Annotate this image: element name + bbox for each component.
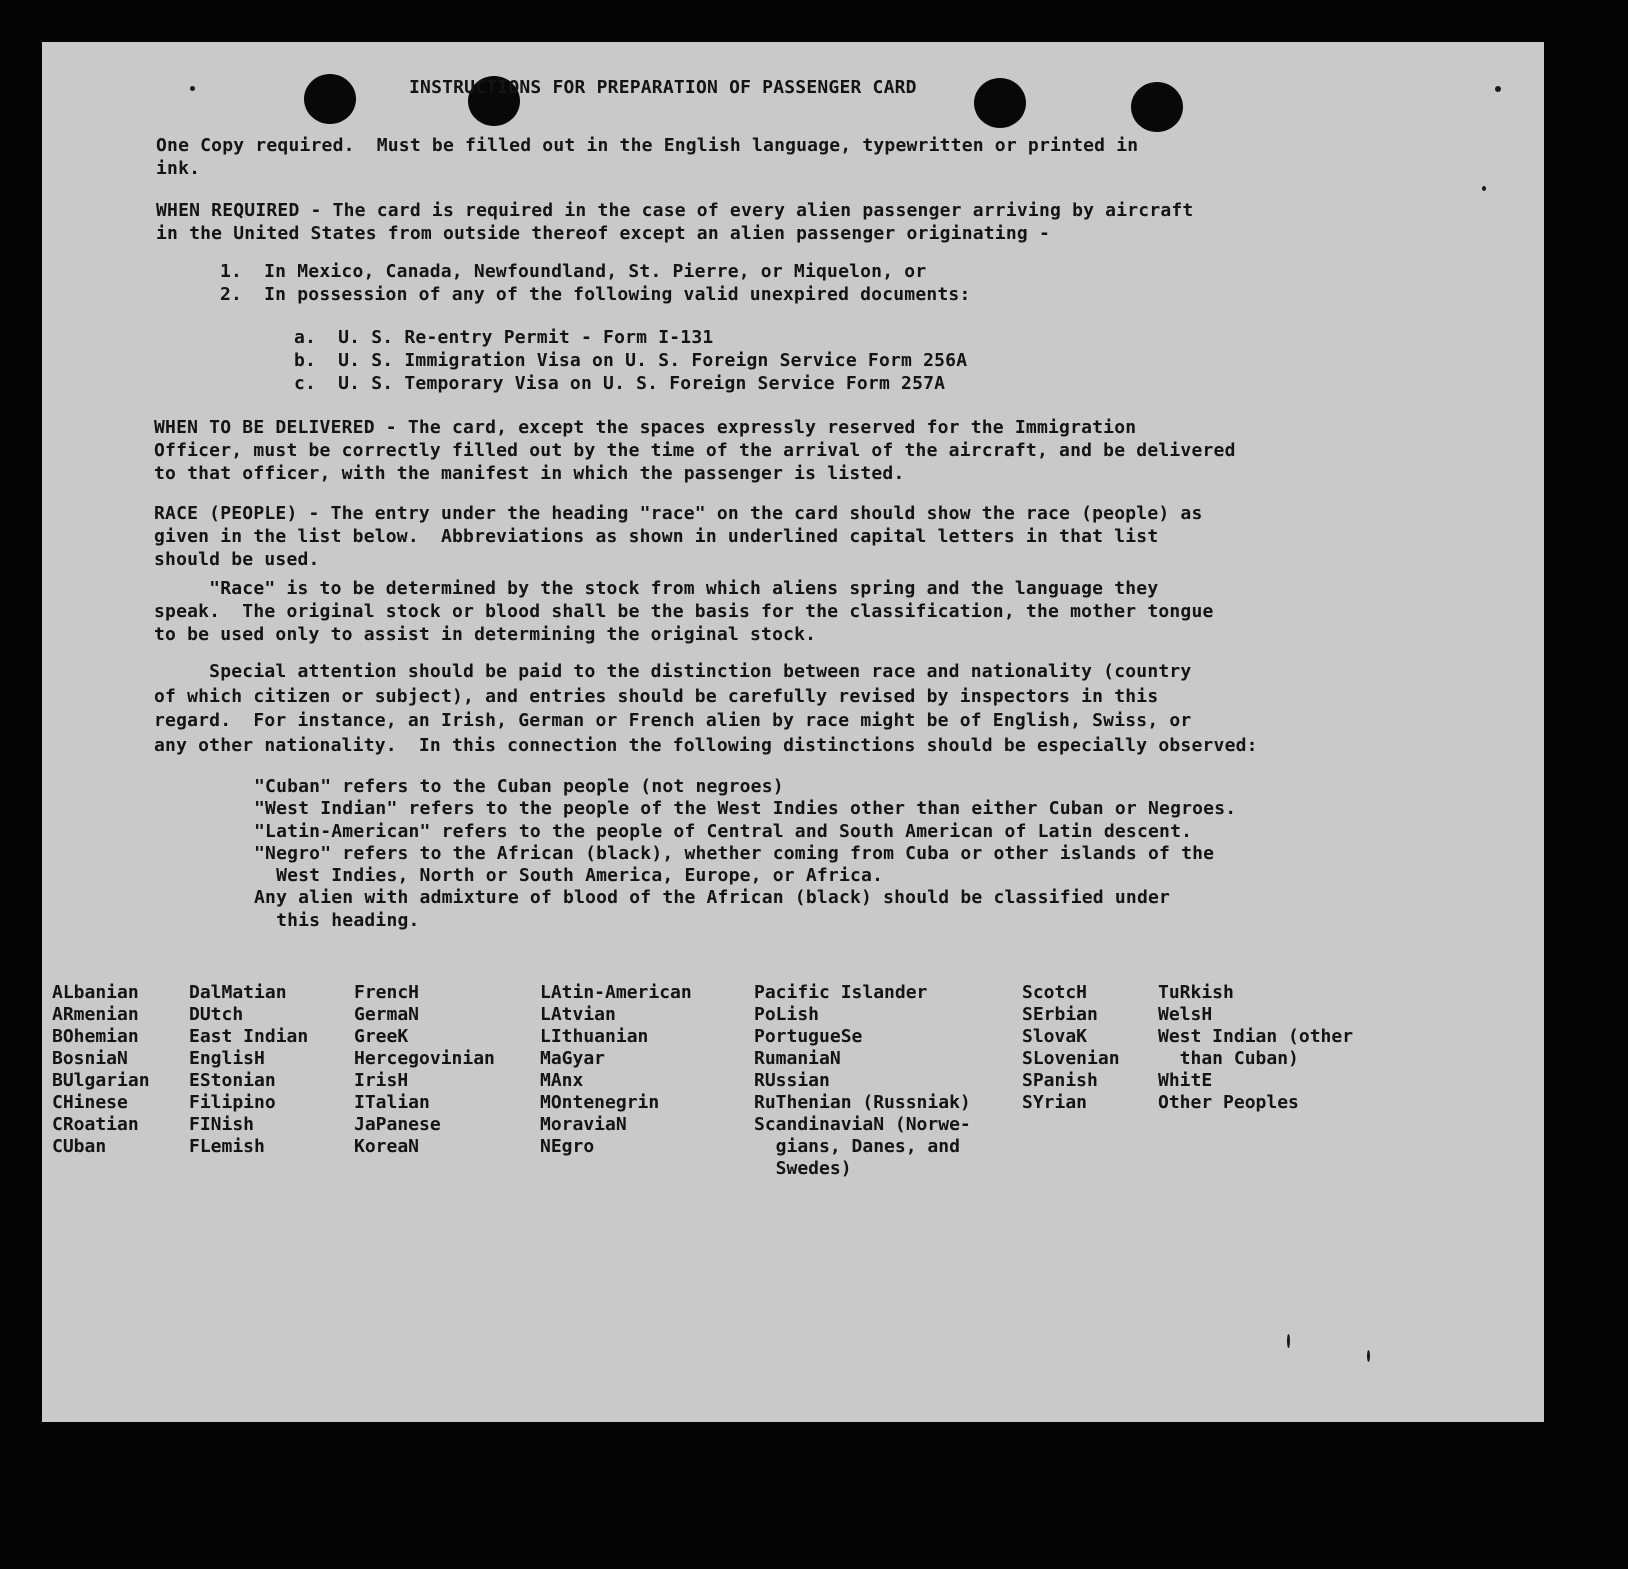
text-line: regard. For instance, an Irish, German or French alien by race might be of English, Swiss, or: [154, 710, 1192, 731]
race-entry: MaGyar: [540, 1048, 606, 1069]
race-entry: MOntenegrin: [540, 1092, 660, 1113]
race-entry: SErbian: [1022, 1004, 1098, 1025]
intro-paragraph: [156, 134, 1138, 180]
race-entry: FINish: [189, 1114, 255, 1135]
list-item: "Latin-American" refers to the people of Central and South American of Latin descent.: [254, 820, 1193, 842]
race-entry: East Indian: [189, 1026, 309, 1047]
text-line: WHEN TO BE DELIVERED - The card, except the spaces expressly reserved for the Immigration: [154, 417, 1137, 438]
race-entry: WhitE: [1158, 1070, 1213, 1091]
punch-hole: [974, 78, 1026, 128]
documents-list: [294, 326, 967, 395]
race-entry: JaPanese: [354, 1114, 441, 1135]
race-entry: TuRkish: [1158, 982, 1234, 1003]
race-entry: SLovenian: [1022, 1048, 1120, 1069]
special-attention-paragraph: [154, 660, 1258, 758]
race-entry: KoreaN: [354, 1136, 420, 1157]
race-entry: SPanish: [1022, 1070, 1098, 1091]
race-column: [540, 982, 692, 1158]
list-item: b. U. S. Immigration Visa on U. S. Foreign Service Form 256A: [294, 350, 968, 371]
race-entry: FLemish: [189, 1136, 265, 1157]
list-item: "West Indian" refers to the people of the West Indies other than either Cuban or Negroes.: [254, 798, 1237, 820]
speck: [1495, 86, 1501, 92]
race-column: [754, 982, 971, 1180]
race-entry: Swedes): [754, 1158, 852, 1179]
race-entry: ALbanian: [52, 982, 139, 1003]
punch-hole: [1131, 82, 1183, 132]
race-column: [189, 982, 308, 1158]
document-page: [42, 42, 1544, 1422]
text-line: given in the list below. Abbreviations as shown in underlined capital letters in that list: [154, 526, 1159, 547]
race-column: [354, 982, 495, 1158]
text-line: WHEN REQUIRED - The card is required in the case of every alien passenger arriving by aircraft: [156, 200, 1194, 221]
race-entry: LAtvian: [540, 1004, 616, 1025]
text-line: Special attention should be paid to the distinction between race and nationality (country: [154, 661, 1192, 682]
race-entry: LAtin-American: [540, 982, 692, 1003]
race-entry: NEgro: [540, 1136, 595, 1157]
list-item: c. U. S. Temporary Visa on U. S. Foreign Service Form 257A: [294, 373, 946, 394]
race-entry: MAnx: [540, 1070, 584, 1091]
text-line: of which citizen or subject), and entries should be carefully revised by inspectors in this: [154, 685, 1159, 707]
list-item: this heading.: [254, 909, 420, 931]
race-entry: IrisH: [354, 1070, 409, 1091]
text-line: speak. The original stock or blood shall be the basis for the classification, the mother tongue: [154, 601, 1214, 622]
race-entry: MoraviaN: [540, 1114, 627, 1135]
text-line: in the United States from outside thereof except an alien passenger originating -: [156, 223, 1050, 244]
list-item: "Negro" refers to the African (black), whether coming from Cuba or other islands of the: [254, 842, 1215, 864]
race-entry: gians, Danes, and: [754, 1136, 960, 1157]
race-entry: Hercegovinian: [354, 1048, 495, 1069]
list-item: a. U. S. Re-entry Permit - Form I-131: [294, 327, 714, 348]
race-column: [1158, 982, 1353, 1114]
race-entry: ScandinaviaN (Norwe-: [754, 1114, 971, 1135]
race-entry: GermaN: [354, 1004, 420, 1025]
race-entry: WelsH: [1158, 1004, 1213, 1025]
list-item: 1. In Mexico, Canada, Newfoundland, St. Pierre, or Miquelon, or: [220, 261, 927, 282]
race-people-paragraph: [154, 502, 1203, 571]
race-entry: EStonian: [189, 1070, 276, 1091]
race-entry: DalMatian: [189, 982, 287, 1003]
list-item: West Indies, North or South America, Europe, or Africa.: [254, 865, 884, 887]
race-definition-paragraph: [154, 577, 1214, 646]
race-entry: FrencH: [354, 982, 420, 1003]
race-entry: CUban: [52, 1136, 107, 1157]
text-line: should be used.: [154, 549, 320, 570]
race-entry: West Indian (other: [1158, 1026, 1354, 1047]
distinctions-list: [254, 776, 1236, 932]
race-entry: DUtch: [189, 1004, 244, 1025]
race-column: [1022, 982, 1120, 1114]
race-entry: RUssian: [754, 1070, 830, 1091]
race-entry: RuThenian (Russniak): [754, 1092, 971, 1113]
list-item: 2. In possession of any of the following valid unexpired documents:: [220, 284, 971, 305]
race-entry: than Cuban): [1158, 1048, 1299, 1069]
race-entry: PortugueSe: [754, 1026, 863, 1047]
race-column: [52, 982, 150, 1158]
page-title: INSTRUCTIONS FOR PREPARATION OF PASSENGER CARD: [409, 77, 917, 98]
race-entry: Other Peoples: [1158, 1092, 1299, 1113]
text-line: any other nationality. In this connection the following distinctions should be especially observed:: [154, 734, 1258, 756]
race-entry: RumaniaN: [754, 1048, 841, 1069]
race-entry: LIthuanian: [540, 1026, 649, 1047]
race-entry: GreeK: [354, 1026, 409, 1047]
race-entry: SYrian: [1022, 1092, 1088, 1113]
text-line: Officer, must be correctly filled out by the time of the arrival of the aircraft, and be delivered: [154, 440, 1236, 461]
speck: [1482, 186, 1486, 191]
race-entry: Pacific Islander: [754, 982, 928, 1003]
when-required-paragraph: [156, 199, 1193, 245]
speck: [1367, 1350, 1370, 1362]
text-line: to be used only to assist in determining the original stock.: [154, 624, 817, 645]
text-line: "Race" is to be determined by the stock from which aliens spring and the language they: [154, 578, 1159, 599]
punch-hole: [304, 74, 356, 124]
numbered-list: [220, 260, 971, 306]
race-entry: ARmenian: [52, 1004, 139, 1025]
race-entry: BUlgarian: [52, 1070, 150, 1091]
race-entry: ScotcH: [1022, 982, 1088, 1003]
text-line: to that officer, with the manifest in which the passenger is listed.: [154, 463, 905, 484]
text-line: ink.: [156, 158, 201, 179]
speck: [190, 86, 195, 91]
race-entry: ITalian: [354, 1092, 430, 1113]
list-item: Any alien with admixture of blood of the African (black) should be classified under: [254, 887, 1171, 909]
list-item: "Cuban" refers to the Cuban people (not negroes): [254, 776, 784, 797]
race-entry: PoLish: [754, 1004, 820, 1025]
text-line: RACE (PEOPLE) - The entry under the heading "race" on the card should show the race (people) as: [154, 503, 1203, 524]
race-entry: BosniaN: [52, 1048, 128, 1069]
race-entry: Filipino: [189, 1092, 276, 1113]
speck: [1287, 1334, 1290, 1348]
when-delivered-paragraph: [154, 416, 1236, 485]
race-entry: CRoatian: [52, 1114, 139, 1135]
text-line: One Copy required. Must be filled out in the English language, typewritten or printed in: [156, 135, 1139, 156]
race-entry: CHinese: [52, 1092, 128, 1113]
race-entry: BOhemian: [52, 1026, 139, 1047]
race-entry: SlovaK: [1022, 1026, 1088, 1047]
race-entry: EnglisH: [189, 1048, 265, 1069]
